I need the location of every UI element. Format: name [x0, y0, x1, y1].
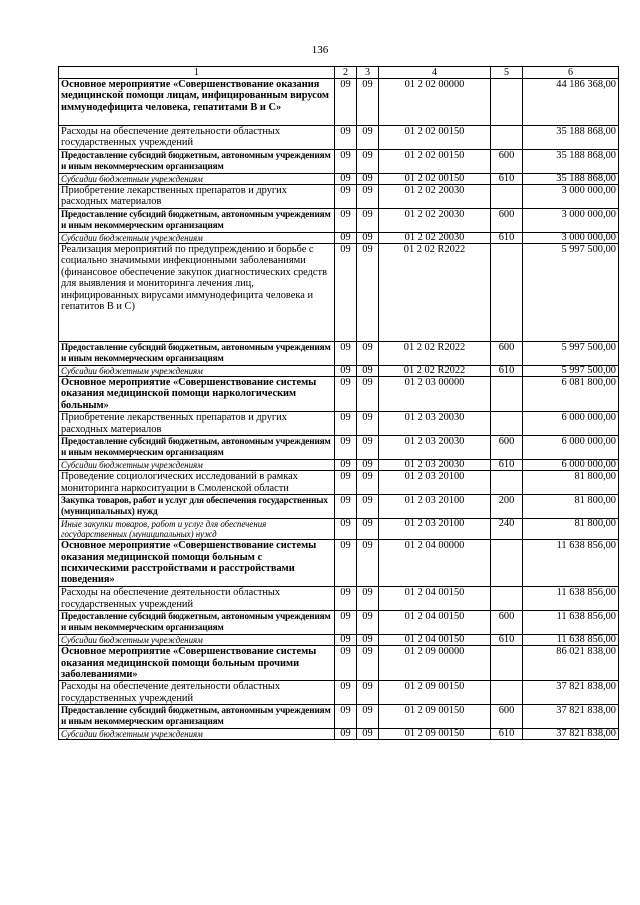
row-amount-cell: 81 800,00	[523, 471, 619, 495]
table-row	[59, 611, 619, 635]
row-target-code-cell: 01 2 03 20030	[379, 460, 491, 471]
row-target-code-cell: 01 2 03 20030	[379, 412, 491, 436]
row-name-cell: Предоставление субсидий бюджетным, автономным учреждениям и иным некоммерческим организациям	[59, 705, 335, 729]
row-amount-cell: 86 021 838,00	[523, 646, 619, 681]
row-expense-type-cell	[491, 587, 523, 611]
row-subsection-cell: 09	[357, 126, 379, 150]
header-row	[59, 67, 619, 79]
table-row	[59, 150, 619, 174]
row-section-cell: 09	[335, 611, 357, 635]
row-target-code-cell: 01 2 02 20030	[379, 209, 491, 233]
row-amount-cell: 37 821 838,00	[523, 705, 619, 729]
row-section-cell: 09	[335, 729, 357, 740]
row-subsection-cell: 09	[357, 681, 379, 705]
table-row	[59, 705, 619, 729]
row-expense-type-cell: 600	[491, 436, 523, 460]
row-section-cell: 09	[335, 126, 357, 150]
row-name-cell: Субсидии бюджетным учреждениям	[59, 635, 335, 646]
row-amount-cell: 6 000 000,00	[523, 412, 619, 436]
row-expense-type-cell	[491, 377, 523, 412]
row-target-code-cell: 01 2 02 20030	[379, 233, 491, 244]
row-subsection-cell: 09	[357, 244, 379, 342]
row-amount-cell: 37 821 838,00	[523, 681, 619, 705]
row-subsection-cell: 09	[357, 342, 379, 366]
table-row	[59, 366, 619, 377]
row-section-cell: 09	[335, 587, 357, 611]
row-subsection-cell: 09	[357, 377, 379, 412]
row-amount-cell: 81 800,00	[523, 519, 619, 540]
row-name-cell: Предоставление субсидий бюджетным, автономным учреждениям и иным некоммерческим организациям	[59, 611, 335, 635]
row-target-code-cell: 01 2 02 R2022	[379, 366, 491, 377]
row-name-cell: Предоставление субсидий бюджетным, автономным учреждениям и иным некоммерческим организациям	[59, 342, 335, 366]
header-cell-3: 3	[357, 67, 379, 79]
row-subsection-cell: 09	[357, 540, 379, 587]
row-expense-type-cell	[491, 471, 523, 495]
row-target-code-cell: 01 2 09 00150	[379, 705, 491, 729]
row-target-code-cell: 01 2 04 00000	[379, 540, 491, 587]
row-name-cell: Основное мероприятие «Совершенствование оказания медицинской помощи лицам, инфицированным вирусом иммунодефицита человека, гепатитами В и С»	[59, 79, 335, 126]
row-amount-cell: 3 000 000,00	[523, 185, 619, 209]
row-name-cell: Закупка товаров, работ и услуг для обеспечения государственных (муниципальных) нужд	[59, 495, 335, 519]
row-name-cell: Предоставление субсидий бюджетным, автономным учреждениям и иным некоммерческим организациям	[59, 436, 335, 460]
row-target-code-cell: 01 2 03 20030	[379, 436, 491, 460]
row-name-cell: Субсидии бюджетным учреждениям	[59, 729, 335, 740]
row-amount-cell: 81 800,00	[523, 495, 619, 519]
row-amount-cell: 35 188 868,00	[523, 126, 619, 150]
row-target-code-cell: 01 2 09 00000	[379, 646, 491, 681]
row-subsection-cell: 09	[357, 635, 379, 646]
table-row	[59, 185, 619, 209]
row-subsection-cell: 09	[357, 412, 379, 436]
row-target-code-cell: 01 2 03 00000	[379, 377, 491, 412]
row-section-cell: 09	[335, 460, 357, 471]
row-target-code-cell: 01 2 04 00150	[379, 587, 491, 611]
row-subsection-cell: 09	[357, 729, 379, 740]
row-section-cell: 09	[335, 635, 357, 646]
row-expense-type-cell: 610	[491, 174, 523, 185]
row-expense-type-cell	[491, 79, 523, 126]
row-target-code-cell: 01 2 04 00150	[379, 611, 491, 635]
row-amount-cell: 11 638 856,00	[523, 540, 619, 587]
row-target-code-cell: 01 2 02 R2022	[379, 244, 491, 342]
row-name-cell: Субсидии бюджетным учреждениям	[59, 174, 335, 185]
row-section-cell: 09	[335, 495, 357, 519]
row-name-cell: Приобретение лекарственных препаратов и других расходных материалов	[59, 185, 335, 209]
row-expense-type-cell	[491, 412, 523, 436]
row-name-cell: Субсидии бюджетным учреждениям	[59, 460, 335, 471]
table-row	[59, 681, 619, 705]
table-body	[59, 67, 619, 740]
row-amount-cell: 3 000 000,00	[523, 233, 619, 244]
table-row	[59, 377, 619, 412]
row-amount-cell: 11 638 856,00	[523, 611, 619, 635]
row-section-cell: 09	[335, 705, 357, 729]
row-target-code-cell: 01 2 03 20100	[379, 471, 491, 495]
row-subsection-cell: 09	[357, 471, 379, 495]
table-row	[59, 233, 619, 244]
row-subsection-cell: 09	[357, 519, 379, 540]
row-section-cell: 09	[335, 681, 357, 705]
row-name-cell: Основное мероприятие «Совершенствование системы оказания медицинской помощи больным с психическими расстройствами и расстройствами поведения»	[59, 540, 335, 587]
row-section-cell: 09	[335, 174, 357, 185]
table-row	[59, 174, 619, 185]
row-amount-cell: 35 188 868,00	[523, 174, 619, 185]
table-row	[59, 646, 619, 681]
table-row	[59, 209, 619, 233]
row-expense-type-cell	[491, 185, 523, 209]
row-section-cell: 09	[335, 79, 357, 126]
row-subsection-cell: 09	[357, 705, 379, 729]
row-name-cell: Проведение социологических исследований в рамках мониторинга наркоситуации в Смоленской области	[59, 471, 335, 495]
row-expense-type-cell: 610	[491, 233, 523, 244]
row-subsection-cell: 09	[357, 460, 379, 471]
row-section-cell: 09	[335, 150, 357, 174]
row-subsection-cell: 09	[357, 436, 379, 460]
row-section-cell: 09	[335, 377, 357, 412]
row-name-cell: Предоставление субсидий бюджетным, автономным учреждениям и иным некоммерческим организациям	[59, 150, 335, 174]
table-row	[59, 342, 619, 366]
budget-table	[58, 66, 619, 740]
header-cell-6: 6	[523, 67, 619, 79]
row-expense-type-cell: 200	[491, 495, 523, 519]
row-expense-type-cell: 600	[491, 342, 523, 366]
row-section-cell: 09	[335, 244, 357, 342]
row-expense-type-cell: 600	[491, 209, 523, 233]
row-subsection-cell: 09	[357, 587, 379, 611]
row-expense-type-cell: 600	[491, 611, 523, 635]
row-section-cell: 09	[335, 412, 357, 436]
row-name-cell: Приобретение лекарственных препаратов и других расходных материалов	[59, 412, 335, 436]
row-target-code-cell: 01 2 02 20030	[379, 185, 491, 209]
row-target-code-cell: 01 2 09 00150	[379, 681, 491, 705]
table-row	[59, 540, 619, 587]
row-target-code-cell: 01 2 02 00150	[379, 150, 491, 174]
row-amount-cell: 35 188 868,00	[523, 150, 619, 174]
row-amount-cell: 6 081 800,00	[523, 377, 619, 412]
row-expense-type-cell	[491, 244, 523, 342]
row-subsection-cell: 09	[357, 646, 379, 681]
row-target-code-cell: 01 2 02 00150	[379, 174, 491, 185]
row-section-cell: 09	[335, 471, 357, 495]
row-expense-type-cell	[491, 681, 523, 705]
row-section-cell: 09	[335, 646, 357, 681]
row-subsection-cell: 09	[357, 185, 379, 209]
table-row	[59, 587, 619, 611]
row-expense-type-cell: 240	[491, 519, 523, 540]
row-target-code-cell: 01 2 03 20100	[379, 519, 491, 540]
row-section-cell: 09	[335, 436, 357, 460]
row-name-cell: Расходы на обеспечение деятельности областных государственных учреждений	[59, 681, 335, 705]
row-expense-type-cell	[491, 126, 523, 150]
table-row	[59, 79, 619, 126]
header-cell-1: 1	[59, 67, 335, 79]
table-row	[59, 126, 619, 150]
row-section-cell: 09	[335, 540, 357, 587]
row-expense-type-cell: 610	[491, 635, 523, 646]
row-subsection-cell: 09	[357, 150, 379, 174]
row-expense-type-cell	[491, 540, 523, 587]
row-amount-cell: 3 000 000,00	[523, 209, 619, 233]
row-name-cell: Иные закупки товаров, работ и услуг для обеспечения государственных (муниципальных) нужд	[59, 519, 335, 540]
row-amount-cell: 11 638 856,00	[523, 635, 619, 646]
row-section-cell: 09	[335, 233, 357, 244]
row-expense-type-cell: 610	[491, 460, 523, 471]
table-row	[59, 244, 619, 342]
header-cell-5: 5	[491, 67, 523, 79]
row-subsection-cell: 09	[357, 174, 379, 185]
row-expense-type-cell: 610	[491, 729, 523, 740]
row-amount-cell: 37 821 838,00	[523, 729, 619, 740]
table-row	[59, 436, 619, 460]
row-section-cell: 09	[335, 342, 357, 366]
row-amount-cell: 6 000 000,00	[523, 436, 619, 460]
row-target-code-cell: 01 2 02 00000	[379, 79, 491, 126]
row-subsection-cell: 09	[357, 79, 379, 126]
header-cell-4: 4	[379, 67, 491, 79]
row-expense-type-cell: 600	[491, 705, 523, 729]
header-cell-2: 2	[335, 67, 357, 79]
row-subsection-cell: 09	[357, 611, 379, 635]
row-name-cell: Основное мероприятие «Совершенствование системы оказания медицинской помощи наркологическим больным»	[59, 377, 335, 412]
table-row	[59, 460, 619, 471]
table-row	[59, 495, 619, 519]
row-amount-cell: 11 638 856,00	[523, 587, 619, 611]
row-name-cell: Субсидии бюджетным учреждениям	[59, 233, 335, 244]
row-target-code-cell: 01 2 02 R2022	[379, 342, 491, 366]
row-name-cell: Расходы на обеспечение деятельности областных государственных учреждений	[59, 587, 335, 611]
row-subsection-cell: 09	[357, 209, 379, 233]
table-row	[59, 729, 619, 740]
row-amount-cell: 5 997 500,00	[523, 342, 619, 366]
row-subsection-cell: 09	[357, 495, 379, 519]
row-name-cell: Реализация мероприятий по предупреждению и борьбе с социально значимыми инфекционными заболеваниями (финансовое обеспечение закупок диагностических средств для выявления и мониторинга лечения лиц, инфицированных вирусами иммунодефицита человека и гепатитов В и С)	[59, 244, 335, 342]
row-expense-type-cell: 610	[491, 366, 523, 377]
row-amount-cell: 5 997 500,00	[523, 366, 619, 377]
page-number: 136	[311, 44, 329, 56]
row-name-cell: Субсидии бюджетным учреждениям	[59, 366, 335, 377]
row-amount-cell: 6 000 000,00	[523, 460, 619, 471]
row-section-cell: 09	[335, 185, 357, 209]
row-expense-type-cell: 600	[491, 150, 523, 174]
row-target-code-cell: 01 2 04 00150	[379, 635, 491, 646]
row-subsection-cell: 09	[357, 366, 379, 377]
row-subsection-cell: 09	[357, 233, 379, 244]
table-row	[59, 412, 619, 436]
row-name-cell: Основное мероприятие «Совершенствование системы оказания медицинской помощи больным прочими заболеваниями»	[59, 646, 335, 681]
row-amount-cell: 44 186 368,00	[523, 79, 619, 126]
row-name-cell: Расходы на обеспечение деятельности областных государственных учреждений	[59, 126, 335, 150]
row-amount-cell: 5 997 500,00	[523, 244, 619, 342]
row-expense-type-cell	[491, 646, 523, 681]
row-target-code-cell: 01 2 02 00150	[379, 126, 491, 150]
row-section-cell: 09	[335, 519, 357, 540]
row-target-code-cell: 01 2 09 00150	[379, 729, 491, 740]
row-target-code-cell: 01 2 03 20100	[379, 495, 491, 519]
row-name-cell: Предоставление субсидий бюджетным, автономным учреждениям и иным некоммерческим организациям	[59, 209, 335, 233]
table-row	[59, 635, 619, 646]
row-section-cell: 09	[335, 209, 357, 233]
row-section-cell: 09	[335, 366, 357, 377]
table-row	[59, 519, 619, 540]
table-row	[59, 471, 619, 495]
